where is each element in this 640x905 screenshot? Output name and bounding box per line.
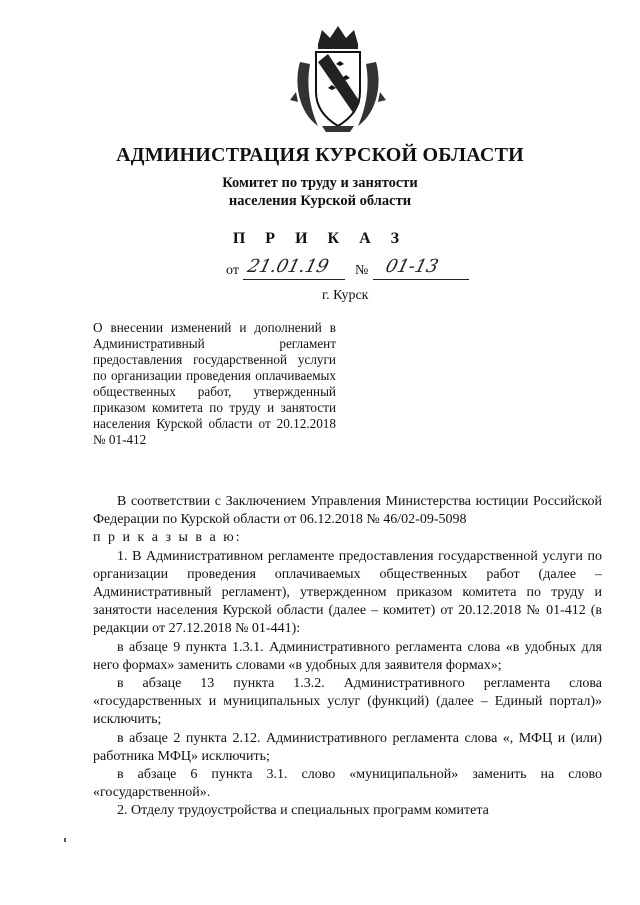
city: г. Курск [322, 288, 369, 303]
number-underline [373, 279, 469, 280]
order-number: 01-13 [383, 256, 441, 277]
paragraph-1: 1. В Административном регламенте предоставления государственной услуги по организации проведения оплачиваемых общественных работ (далее – Административный регламент), утвержденном приказом комитета по труду и занятости населения Курской области (далее – комитет) от 20.12.2018 № 01-412 (в редакции от 27.12.2018 № 01-441): [93, 548, 602, 637]
kursk-coat-of-arms-icon [288, 22, 388, 134]
decree-word: п р и к а з ы в а ю: [93, 530, 242, 546]
date-underline [243, 279, 345, 280]
order-body [93, 493, 602, 821]
order-date-number-line [226, 256, 476, 282]
committee-name [0, 174, 640, 210]
paragraph-2: 2. Отделу трудоустройства и специальных программ комитета [117, 803, 489, 819]
paragraph-1-item-a: в абзаце 9 пункта 1.3.1. Административного регламента слова «в удобных для него формах» заменить словами «в удобных для заявителя формах»; [93, 639, 602, 673]
paragraph-1-item-b: в абзаце 13 пункта 1.3.2. Административного регламента слова «государственных и муниципальных услуг (функций) (далее – Единый портал)» исключить; [93, 676, 602, 728]
paragraph-1-item-c: в абзаце 2 пункта 2.12. Административного регламента слова «, МФЦ и (или) работника МФЦ» исключить; [93, 730, 602, 764]
order-date: 21.01.19 [245, 256, 331, 277]
date-prefix: от [226, 263, 239, 278]
committee-line-1: Комитет по труду и занятости [222, 175, 418, 191]
order-title: П Р И К А З [232, 230, 408, 247]
number-prefix: № [355, 263, 369, 278]
scan-speck [64, 838, 66, 842]
committee-line-2: населения Курской области [228, 193, 412, 209]
organization-title: АДМИНИСТРАЦИЯ КУРСКОЙ ОБЛАСТИ [116, 144, 524, 166]
paragraph-1-item-d: в абзаце 6 пункта 3.1. слово «муниципальной» заменить на слово «государственной». [93, 767, 602, 801]
order-subject: О внесении изменений и дополнений в Административный регламент предоставления государственной услуги по организации проведения оплачиваемых общественных работ, утвержденный приказом комитета по труду и занятости населения Курской области от 20.12.2018 № 01-412 [93, 320, 336, 447]
intro-paragraph: В соответствии с Заключением Управления Министерства юстиции Российской Федерации по Курской области от 06.12.2018 № 46/02-09-5098 [93, 494, 602, 528]
